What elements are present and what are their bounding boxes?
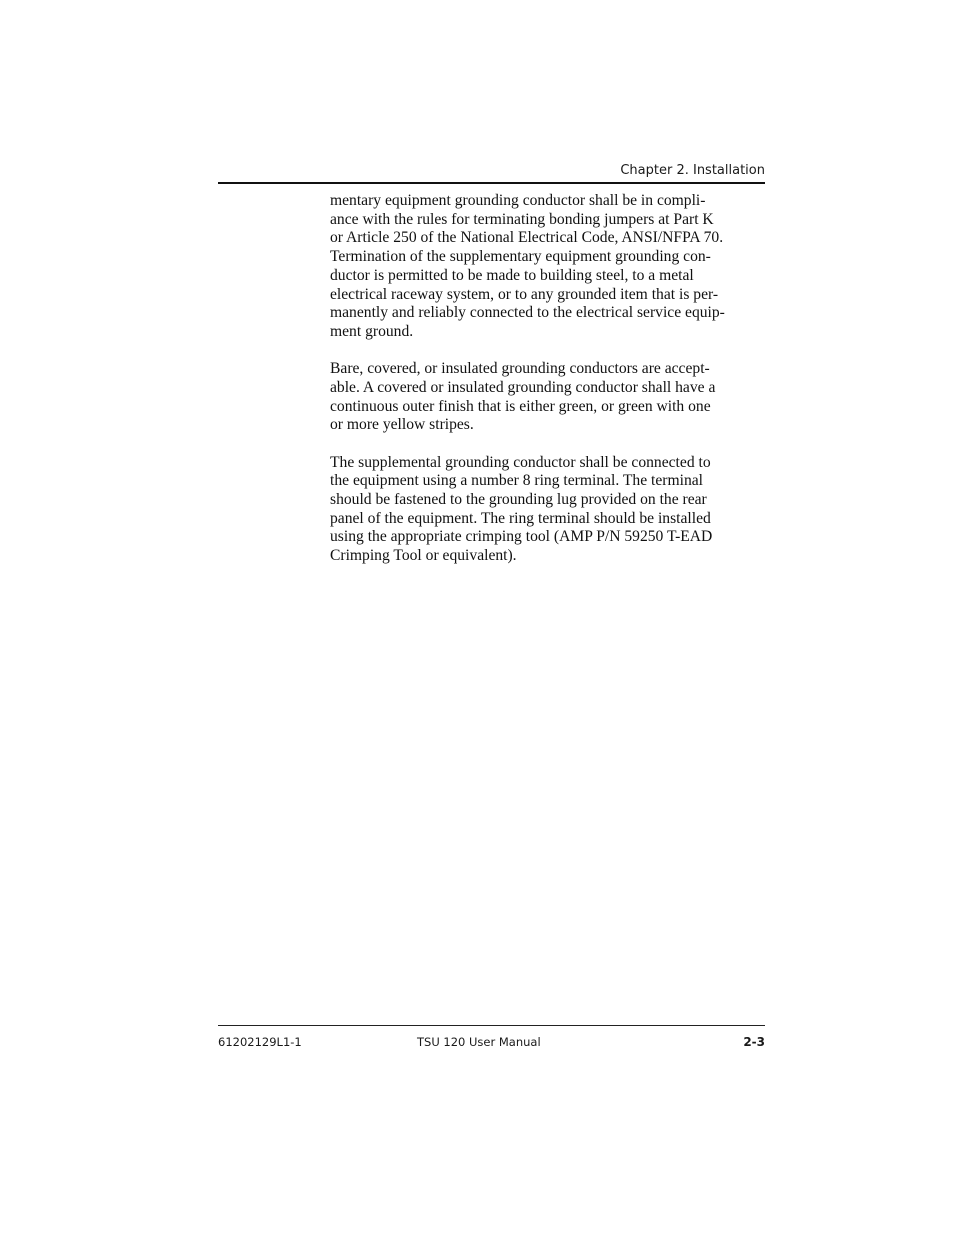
paragraph-2 [330,360,766,435]
text-line: manently and reliably connected to the electrical service equip- [330,304,725,322]
text-line: mentary equipment grounding conductor shall be in compli- [330,192,706,209]
text-line: Bare, covered, or insulated grounding conductors are accept- [330,360,710,378]
footer-rule [218,1025,765,1026]
text-line: ance with the rules for terminating bonding jumpers at Part K [330,210,714,228]
paragraph-3 [330,454,766,566]
text-line: electrical raceway system, or to any grounded item that is per- [330,285,719,303]
text-line: using the appropriate crimping tool (AMP P/N 59250 T-EAD [330,528,713,546]
text-line: panel of the equipment. The ring terminal should be installed [330,509,711,527]
footer-page-number: 2-3 [743,1035,765,1049]
header-rule [218,182,765,184]
footer-manual-title: TSU 120 User Manual [417,1035,541,1049]
text-line: or Article 250 of the National Electrical Code, ANSI/NFPA 70. [330,229,724,247]
text-line: should be fastened to the grounding lug provided on the rear [330,491,707,509]
text-line: able. A covered or insulated grounding conductor shall have a [330,378,716,396]
text-line: Crimping Tool or equivalent). [330,547,517,565]
text-line: continuous outer finish that is either green, or green with one [330,397,711,415]
text-line: ductor is permitted to be made to building steel, to a metal [330,266,694,284]
text-line: Termination of the supplementary equipment grounding con- [330,248,711,266]
paragraph-1 [330,192,766,342]
footer-part-number: 61202129L1-1 [218,1035,302,1049]
text-line: The supplemental grounding conductor shall be connected to [330,453,711,471]
text-line: or more yellow stripes. [330,416,474,434]
body-text [330,192,766,584]
text-line: the equipment using a number 8 ring terminal. The terminal [330,472,704,490]
running-head: Chapter 2. Installation [620,163,765,178]
text-line: ment ground. [330,322,414,340]
